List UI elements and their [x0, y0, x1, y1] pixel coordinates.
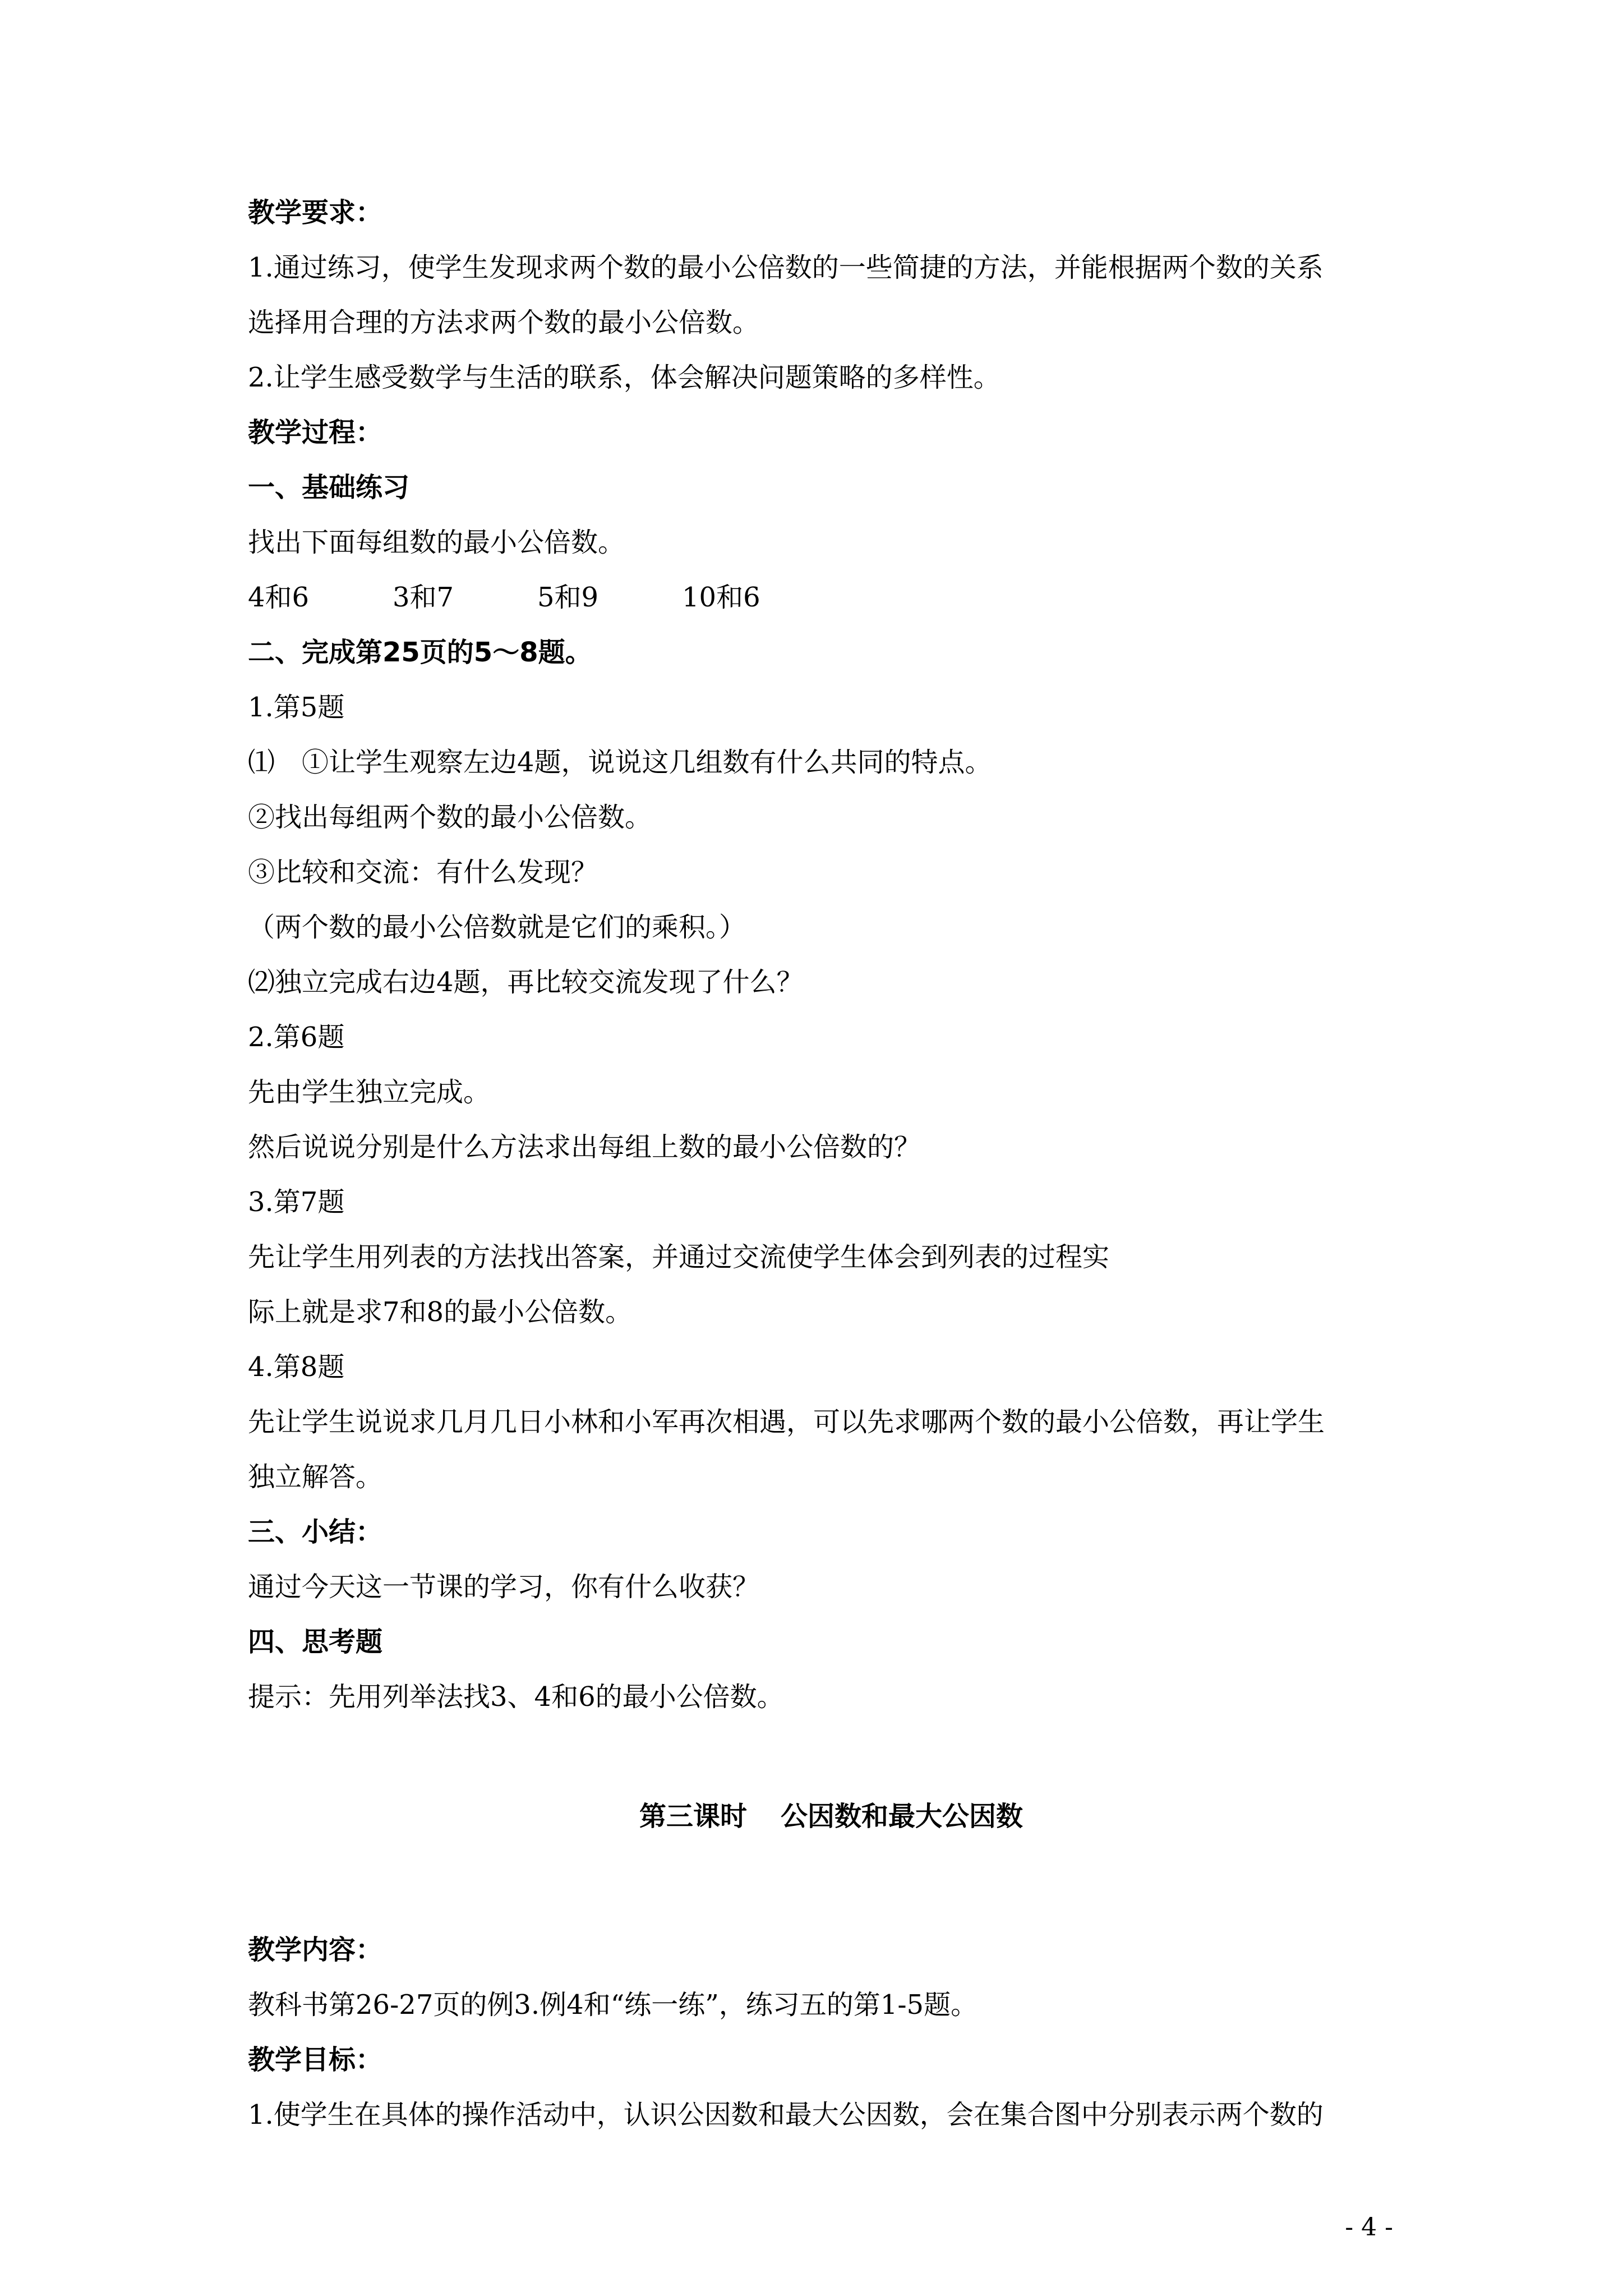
q6-title: 2.第6题	[248, 1022, 345, 1053]
part4-heading: 四、思考题	[248, 1626, 383, 1658]
q6-text-1: 先由学生独立完成。	[248, 1076, 491, 1108]
lesson-title	[248, 1789, 1392, 1844]
part1-text: 找出下面每组数的最小公倍数。	[248, 527, 625, 558]
number-group-4: 10和6	[682, 582, 760, 613]
requirement-2: 2.让学生感受数学与生活的联系，体会解决问题策略的多样性。	[248, 362, 1000, 393]
page-number: - 4 -	[1345, 2213, 1393, 2242]
number-groups	[248, 570, 1392, 625]
part4-text: 提示：先用列举法找3、4和6的最小公倍数。	[248, 1681, 784, 1713]
number-group-1: 4和6	[248, 582, 310, 613]
q7-text-1: 先让学生用列表的方法找出答案，并通过交流使学生体会到列表的过程实	[248, 1241, 1110, 1273]
part3-heading: 三、小结：	[248, 1516, 383, 1548]
q5-step-1: ⑴ ①让学生观察左边4题，说说这几组数有什么共同的特点。	[248, 747, 992, 778]
number-group-2: 3和7	[393, 582, 454, 613]
content-heading: 教学内容：	[248, 1934, 383, 1966]
lesson-title-period: 第三课时	[639, 1801, 747, 1832]
part2-heading: 二、完成第25页的5～8题。	[248, 637, 592, 668]
lesson-title-topic: 公因数和最大公因数	[781, 1801, 1023, 1832]
requirements-heading: 教学要求：	[248, 197, 383, 228]
q8-text-2: 独立解答。	[248, 1461, 383, 1493]
q5-step-2: ②找出每组两个数的最小公倍数。	[248, 802, 652, 833]
q8-text-1: 先让学生说说求几月几日小林和小军再次相遇，可以先求哪两个数的最小公倍数，再让学生	[248, 1406, 1325, 1438]
document-page	[248, 185, 1392, 2142]
requirement-1-line-2: 选择用合理的方法求两个数的最小公倍数。	[248, 307, 760, 338]
content-text: 教科书第26-27页的例3.例4和“练一练”，练习五的第1-5题。	[248, 1989, 978, 2021]
q5-step-4: ⑵独立完成右边4题，再比较交流发现了什么？	[248, 967, 804, 998]
part3-text: 通过今天这一节课的学习，你有什么收获？	[248, 1571, 760, 1603]
q5-step-3: ③比较和交流：有什么发现？	[248, 857, 598, 888]
q7-text-2: 际上就是求7和8的最小公倍数。	[248, 1296, 633, 1328]
q5-title: 1.第5题	[248, 692, 345, 723]
goal-1: 1.使学生在具体的操作活动中，认识公因数和最大公因数，会在集合图中分别表示两个数的	[248, 2099, 1324, 2131]
part1-heading: 一、基础练习	[248, 472, 410, 503]
q6-text-2: 然后说说分别是什么方法求出每组上数的最小公倍数的？	[248, 1131, 921, 1163]
title-spacer	[248, 1844, 1392, 1922]
number-group-3: 5和9	[537, 582, 599, 613]
requirement-1-line-1: 1.通过练习，使学生发现求两个数的最小公倍数的一些简捷的方法，并能根据两个数的关系	[248, 252, 1324, 283]
process-heading: 教学过程：	[248, 417, 383, 448]
q8-title: 4.第8题	[248, 1351, 345, 1383]
goal-heading: 教学目标：	[248, 2044, 383, 2076]
q7-title: 3.第7题	[248, 1186, 345, 1218]
section-spacer	[248, 1724, 1392, 1789]
q5-note: （两个数的最小公倍数就是它们的乘积。）	[248, 912, 746, 943]
